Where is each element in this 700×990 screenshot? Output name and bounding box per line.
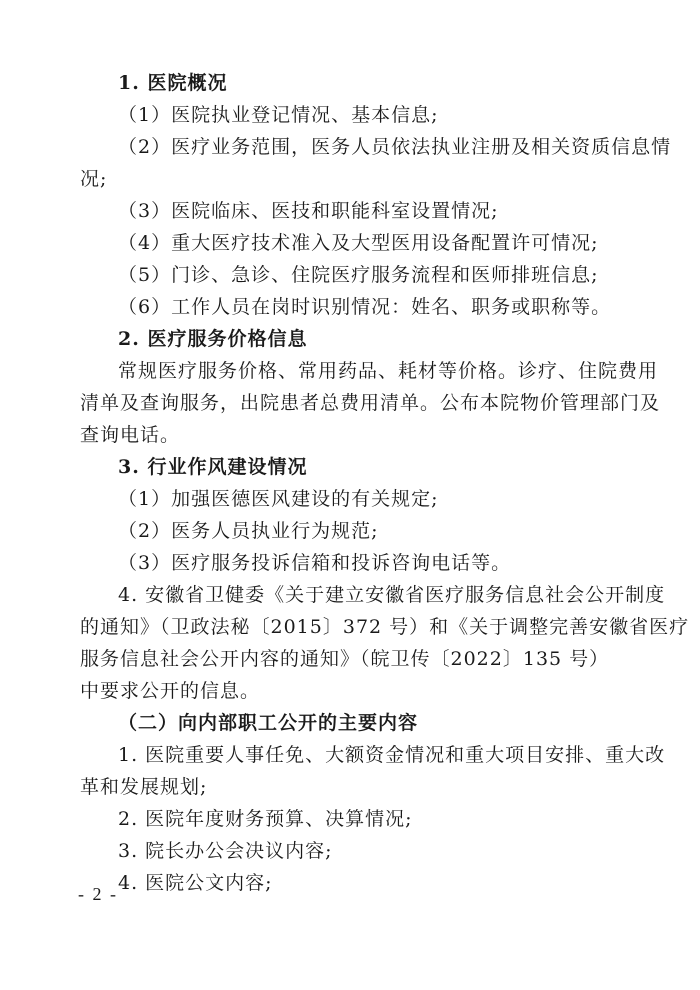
- section-4-paragraph-line: 服务信息社会公开内容的通知》（皖卫传〔2022〕135 号）: [80, 648, 610, 670]
- section-1-item: （4）重大医疗技术准入及大型医用设备配置许可情况;: [118, 232, 599, 254]
- section-4-paragraph-line: 的通知》（卫政法秘〔2015〕372 号）和《关于调整完善安徽省医疗: [80, 616, 690, 638]
- section-4-paragraph-line: 4. 安徽省卫健委《关于建立安徽省医疗服务信息社会公开制度: [118, 584, 666, 606]
- part-2-item: 2. 医院年度财务预算、决算情况;: [118, 808, 413, 830]
- section-3-heading: 3. 行业作风建设情况: [118, 456, 308, 478]
- section-1-heading: 1. 医院概况: [118, 72, 228, 94]
- section-1-item-continuation: 况;: [80, 168, 108, 190]
- section-2-paragraph-line: 清单及查询服务，出院患者总费用清单。公布本院物价管理部门及: [80, 392, 661, 414]
- section-2-paragraph-line: 查询电话。: [80, 424, 181, 446]
- part-2-item: 4. 医院公文内容;: [118, 872, 273, 894]
- section-3-item: （3）医疗服务投诉信箱和投诉咨询电话等。: [118, 552, 512, 574]
- section-3-item: （2）医务人员执业行为规范;: [118, 520, 379, 542]
- part-2-heading: （二）向内部职工公开的主要内容: [118, 712, 419, 734]
- page-number: - 2 -: [78, 884, 118, 904]
- section-1-item: （2）医疗业务范围，医务人员依法执业注册及相关资质信息情: [118, 136, 672, 158]
- section-1-item: （5）门诊、急诊、住院医疗服务流程和医师排班信息;: [118, 264, 599, 286]
- section-1-item: （6）工作人员在岗时识别情况：姓名、职务或职称等。: [118, 296, 612, 318]
- part-2-item: 3. 院长办公会决议内容;: [118, 840, 333, 862]
- section-2-paragraph-line: 常规医疗服务价格、常用药品、耗材等价格。诊疗、住院费用: [118, 360, 659, 382]
- part-2-item: 1. 医院重要人事任免、大额资金情况和重大项目安排、重大改: [118, 744, 666, 766]
- section-4-paragraph-line: 中要求公开的信息。: [80, 680, 261, 702]
- section-1-item: （3）医院临床、医技和职能科室设置情况;: [118, 200, 499, 222]
- part-2-item-continuation: 革和发展规划;: [80, 776, 208, 798]
- scan-mark: [212, 883, 220, 887]
- section-3-item: （1）加强医德医风建设的有关规定;: [118, 488, 439, 510]
- section-2-heading: 2. 医疗服务价格信息: [118, 328, 308, 350]
- section-1-item: （1）医院执业登记情况、基本信息;: [118, 104, 439, 126]
